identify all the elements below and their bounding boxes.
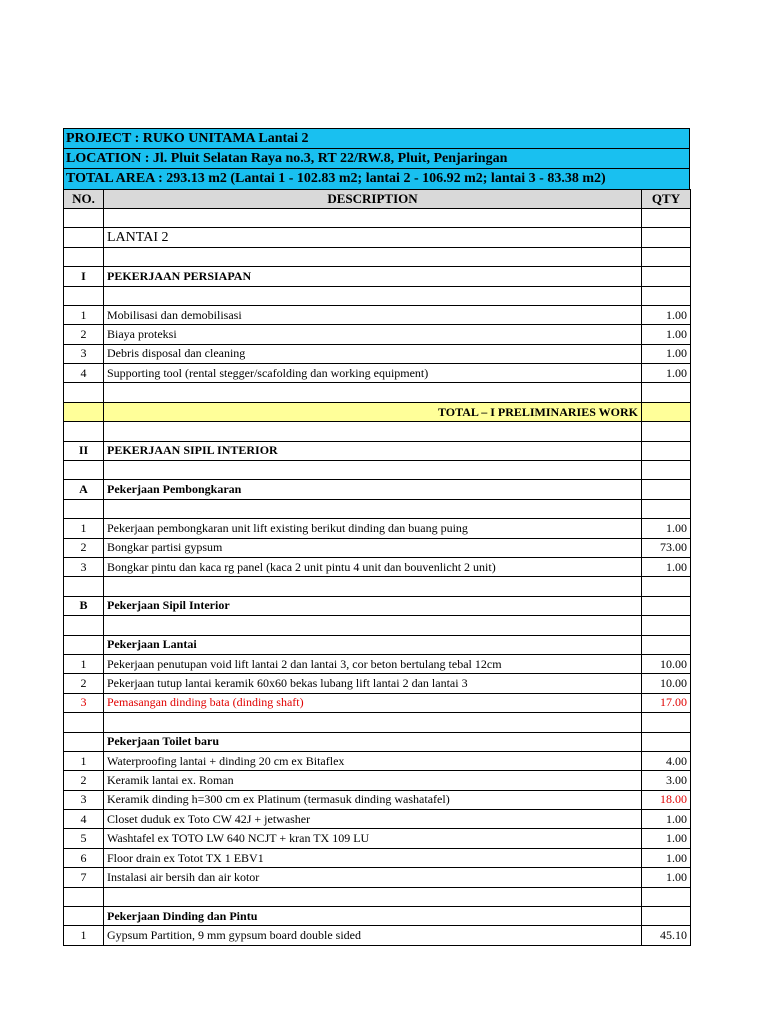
row-qty [642,441,691,460]
row-no [64,635,104,654]
row-no: 3 [64,693,104,712]
row-description [104,383,642,402]
row-no: 1 [64,519,104,538]
table-row [64,810,691,829]
table-row [64,790,691,809]
row-qty [642,286,691,305]
row-no [64,228,104,247]
row-description: TOTAL – I PRELIMINARIES WORK [104,402,642,421]
total-area-line: TOTAL AREA : 293.13 m2 (Lantai 1 - 102.83 m2; lantai 2 - 106.92 m2; lantai 3 - 83.38 m2) [63,168,690,188]
row-no: 2 [64,325,104,344]
row-qty [642,228,691,247]
row-no: 4 [64,364,104,383]
column-header-row [64,189,691,208]
row-no: 1 [64,654,104,673]
row-qty: 10.00 [642,654,691,673]
row-no: 4 [64,810,104,829]
row-qty [642,461,691,480]
row-no [64,577,104,596]
row-qty: 45.10 [642,926,691,945]
row-description [104,286,642,305]
row-description: PEKERJAAN SIPIL INTERIOR [104,441,642,460]
row-description: Pekerjaan Sipil Interior [104,596,642,615]
row-qty: 1.00 [642,519,691,538]
row-qty: 1.00 [642,305,691,324]
table-row [64,519,691,538]
row-qty [642,499,691,518]
row-description [104,422,642,441]
row-description: Debris disposal dan cleaning [104,344,642,363]
row-description: Instalasi air bersih dan air kotor [104,868,642,887]
table-row [64,848,691,867]
row-no [64,383,104,402]
table-row [64,538,691,557]
row-qty [642,907,691,926]
spreadsheet [63,128,690,946]
table-row [64,441,691,460]
table-row [64,771,691,790]
row-qty: 1.00 [642,557,691,576]
row-description: Pekerjaan Lantai [104,635,642,654]
row-description: Pemasangan dinding bata (dinding shaft) [104,693,642,712]
row-qty: 18.00 [642,790,691,809]
table-row [64,751,691,770]
row-qty [642,713,691,732]
location-line: LOCATION : Jl. Pluit Selatan Raya no.3, RT 22/RW.8, Pluit, Penjaringan [63,148,690,168]
row-no: 7 [64,868,104,887]
row-description: Waterproofing lantai + dinding 20 cm ex Bitaflex [104,751,642,770]
row-qty: 1.00 [642,810,691,829]
row-description: Mobilisasi dan demobilisasi [104,305,642,324]
row-no: 6 [64,848,104,867]
row-no [64,616,104,635]
row-no [64,402,104,421]
blank-row [64,286,691,305]
row-description [104,577,642,596]
row-qty: 1.00 [642,364,691,383]
blank-row [64,499,691,518]
table-row [64,480,691,499]
table-row [64,325,691,344]
row-qty: 4.00 [642,751,691,770]
row-no [64,208,104,227]
row-description [104,247,642,266]
row-qty: 1.00 [642,344,691,363]
row-no: 5 [64,829,104,848]
row-description: Pekerjaan penutupan void lift lantai 2 dan lantai 3, cor beton bertulang tebal 12cm [104,654,642,673]
row-no [64,247,104,266]
row-qty: 1.00 [642,325,691,344]
row-description [104,499,642,518]
row-qty [642,383,691,402]
row-no [64,499,104,518]
blank-row [64,887,691,906]
table-row [64,654,691,673]
table-row [64,868,691,887]
blank-row [64,616,691,635]
row-description: Biaya proteksi [104,325,642,344]
row-qty [642,422,691,441]
row-description: Floor drain ex Totot TX 1 EBV1 [104,848,642,867]
row-no: B [64,596,104,615]
row-description: Pekerjaan Dinding dan Pintu [104,907,642,926]
row-qty [642,887,691,906]
table-row [64,635,691,654]
table-row [64,557,691,576]
row-no [64,907,104,926]
table-row [64,829,691,848]
row-description: Keramik lantai ex. Roman [104,771,642,790]
row-qty: 1.00 [642,848,691,867]
table-row [64,267,691,286]
row-qty: 10.00 [642,674,691,693]
table-row [64,596,691,615]
row-description: Keramik dinding h=300 cm ex Platinum (termasuk dinding washatafel) [104,790,642,809]
col-header-no: NO. [64,189,104,208]
row-no: A [64,480,104,499]
blank-row [64,713,691,732]
col-header-qty: QTY [642,189,691,208]
row-no: 3 [64,557,104,576]
row-qty [642,402,691,421]
row-qty [642,480,691,499]
blank-row [64,422,691,441]
blank-row [64,208,691,227]
row-no [64,286,104,305]
row-no: 2 [64,674,104,693]
row-description: Pekerjaan Toilet baru [104,732,642,751]
total-row [64,402,691,421]
row-description [104,713,642,732]
row-no: 1 [64,751,104,770]
row-description: LANTAI 2 [104,228,642,247]
row-description: Supporting tool (rental stegger/scafolding dan working equipment) [104,364,642,383]
row-no: I [64,267,104,286]
row-no: 1 [64,926,104,945]
table-row [64,693,691,712]
row-qty [642,732,691,751]
row-description: Washtafel ex TOTO LW 640 NCJT + kran TX 109 LU [104,829,642,848]
project-title: PROJECT : RUKO UNITAMA Lantai 2 [63,128,690,148]
row-qty [642,208,691,227]
row-qty [642,247,691,266]
row-no: 3 [64,790,104,809]
row-description [104,461,642,480]
col-header-description: DESCRIPTION [104,189,642,208]
row-qty [642,616,691,635]
row-no: 1 [64,305,104,324]
table-row [64,674,691,693]
row-qty: 73.00 [642,538,691,557]
blank-row [64,247,691,266]
row-no: 3 [64,344,104,363]
row-description [104,887,642,906]
row-no: II [64,441,104,460]
row-description: Bongkar partisi gypsum [104,538,642,557]
row-description [104,616,642,635]
row-qty [642,635,691,654]
row-description: Pekerjaan tutup lantai keramik 60x60 bekas lubang lift lantai 2 dan lantai 3 [104,674,642,693]
blank-row [64,461,691,480]
table-row [64,732,691,751]
row-no [64,422,104,441]
table-row [64,907,691,926]
row-no [64,732,104,751]
row-description: Pekerjaan Pembongkaran [104,480,642,499]
row-qty: 3.00 [642,771,691,790]
row-description: Gypsum Partition, 9 mm gypsum board double sided [104,926,642,945]
row-no [64,713,104,732]
row-description: PEKERJAAN PERSIAPAN [104,267,642,286]
row-description [104,208,642,227]
row-qty [642,267,691,286]
table-row [64,364,691,383]
row-qty [642,596,691,615]
row-no [64,461,104,480]
row-qty: 1.00 [642,829,691,848]
row-qty: 1.00 [642,868,691,887]
row-no [64,887,104,906]
table-row [64,344,691,363]
row-description: Closet duduk ex Toto CW 42J + jetwasher [104,810,642,829]
boq-table [63,189,691,946]
row-no: 2 [64,771,104,790]
table-row [64,926,691,945]
blank-row [64,383,691,402]
blank-row [64,577,691,596]
row-no: 2 [64,538,104,557]
row-description: Pekerjaan pembongkaran unit lift existing berikut dinding dan buang puing [104,519,642,538]
table-row [64,228,691,247]
row-qty: 17.00 [642,693,691,712]
row-qty [642,577,691,596]
table-row [64,305,691,324]
row-description: Bongkar pintu dan kaca rg panel (kaca 2 unit pintu 4 unit dan bouvenlicht 2 unit) [104,557,642,576]
